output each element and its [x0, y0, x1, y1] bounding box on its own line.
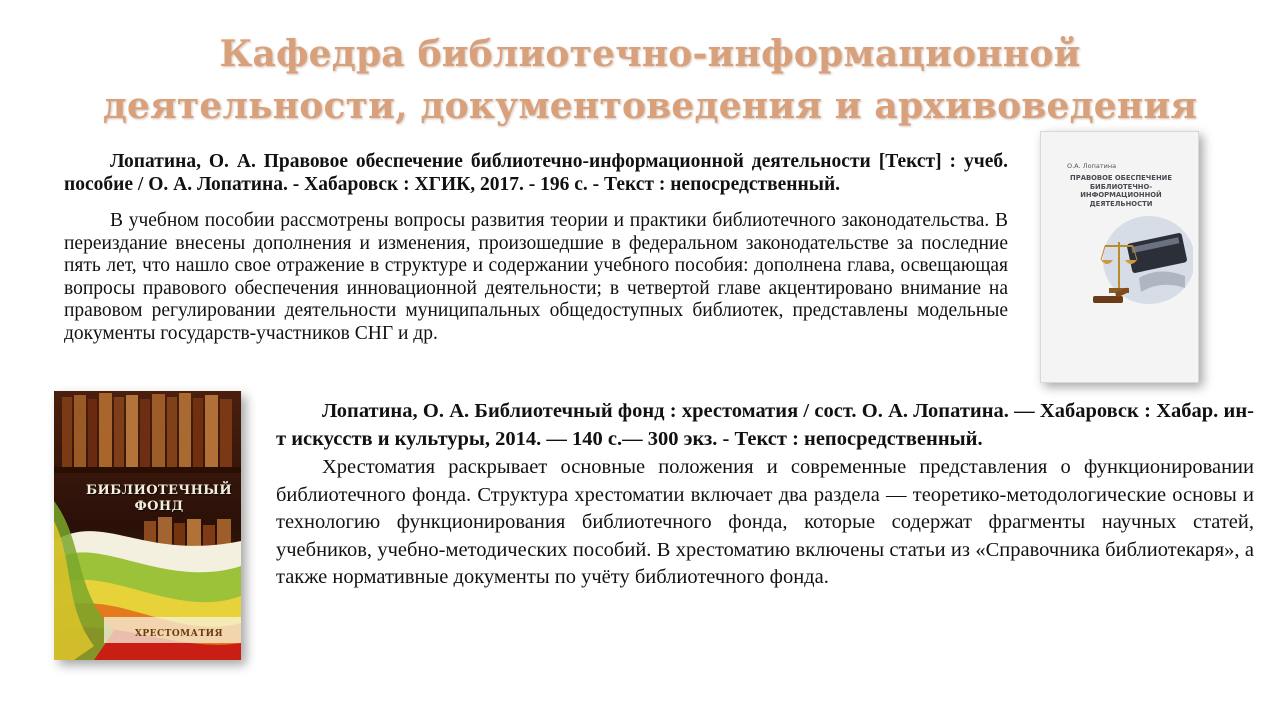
book-entry-2 [276, 398, 1254, 592]
book-2-cover-subtitle: ХРЕСТОМАТИЯ [134, 629, 224, 639]
book-1-abstract: В учебном пособии рассмотрены вопросы развития теории и практики библиотечного законодательства. В переиздание внесены дополнения и изменения, произошедшие в федеральном законодательстве за последние пять лет, что нашло свое отражение в структуре и содержании учебного пособия: дополнена глава, освещающая вопросы правового обеспечения инновационной деятельности; в четвертой главе акцентировано внимание на правовом регулировании деятельности муниципальных общедоступных библиотек, представлены модельные документы государств-участников СНГ и др. [64, 210, 1008, 344]
book-2-citation: Лопатина, О. А. Библиотечный фонд : хрестоматия / сост. О. А. Лопатина. — Хабаровск : Хабар. ин-т искусств и культуры, 2014. — 140 с.— 300 экз. - Текст : непосредственный. [276, 400, 1254, 450]
book-2-cover-title: БИБЛИОТЕЧНЫЙ ФОНД [85, 483, 233, 514]
book-1-cover [1040, 131, 1199, 383]
title-line-1: Кафедра библиотечно-информационной [219, 33, 1081, 75]
bookshelf-illustration [54, 391, 241, 660]
book-1-citation: Лопатина, О. А. Правовое обеспечение библиотечно-информационной деятельности [Текст] : учеб. пособие / О. А. Лопатина. - Хабаровск : ХГИК, 2017. - 196 с. - Текст : непосредственный. [64, 151, 1008, 195]
page-title [0, 28, 1280, 132]
scales-of-justice-illustration [1089, 216, 1193, 306]
book-1-cover-title: ПРАВОВОЕ ОБЕСПЕЧЕНИЕ БИБЛИОТЕЧНО-ИНФОРМАЦИОННОЙ ДЕЯТЕЛЬНОСТИ [1070, 174, 1172, 208]
book-1-cover-author: О.А. Лопатина [1067, 162, 1117, 170]
book-entry-1 [64, 151, 1008, 345]
book-2-cover [54, 391, 241, 660]
book-2-abstract: Хрестоматия раскрывает основные положения и современные представления о функционировании библиотечного фонда. Структура хрестоматии включает два раздела — теоретико-методологические основы и технологию функционирования библиотечного фонда, которые содержат фрагменты научных статей, учебников, учебно-методических пособий. В хрестоматию включены статьи из «Справочника библиотекаря», а также нормативные документы по учёту библиотечного фонда. [276, 456, 1254, 588]
title-line-2: деятельности, документоведения и архивоведения [102, 85, 1198, 127]
